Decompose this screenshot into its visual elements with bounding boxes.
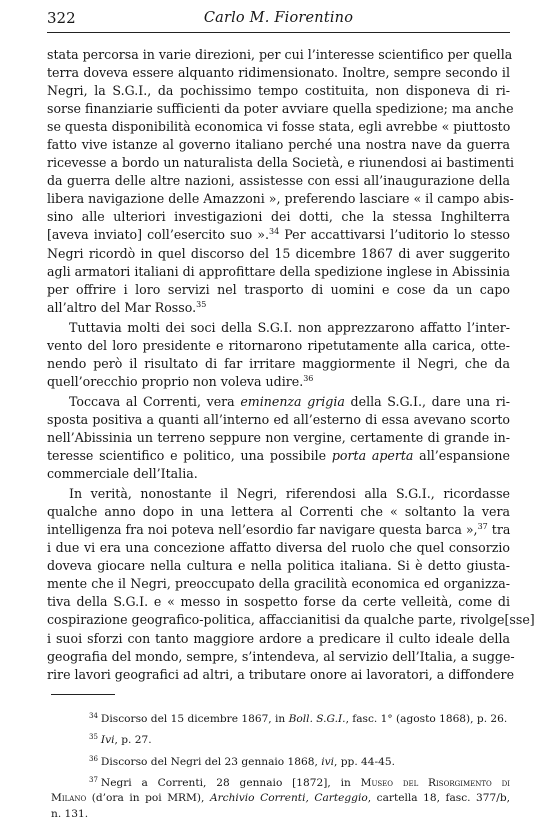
footnote-text: , cartella 18, fasc. 377/b, xyxy=(367,792,510,805)
footnote-text: (d’ora in poi MRM), xyxy=(86,792,210,805)
footnote-italic: Boll. S.G.I. xyxy=(288,713,346,725)
paragraph-3 xyxy=(47,393,510,483)
text-line: sposta positiva a quanti all’interno ed all’esterno di essa avevano scorto xyxy=(47,411,510,427)
text-line xyxy=(47,373,510,391)
text-run: intelligenza fra noi poteva nell’esordio far navigare questa barca », xyxy=(47,522,478,538)
text-line xyxy=(47,299,510,317)
body-text xyxy=(47,46,535,684)
footnote-text: Negri a Correnti, 28 gennaio [1872], in xyxy=(100,777,361,790)
text-line: libera navigazione delle Amazzoni », preferendo lasciare « il campo abis- xyxy=(47,191,514,207)
footnote-ref-34[interactable]: 34 xyxy=(268,227,280,237)
text-line xyxy=(47,521,510,539)
footnote-text: , p. 27. xyxy=(114,734,152,747)
text-line xyxy=(47,447,510,465)
text-line: per offrire i loro servizi nel trasporto di uomini e cose da un capo xyxy=(47,281,510,297)
text-line: cospirazione geografico-politica, affaccianitisi da qualche parte, rivolge[sse] xyxy=(47,612,535,628)
footnote-37-line-2 xyxy=(51,791,510,806)
footnote-smallcaps: Museo del Risorgimento di xyxy=(360,777,510,790)
page-number: 322 xyxy=(47,9,76,27)
text-run: Per accattivarsi l’uditorio lo stesso xyxy=(279,227,510,243)
footnotes xyxy=(51,712,510,828)
text-run: tra xyxy=(487,522,511,538)
text-run: all’espansione xyxy=(413,448,510,464)
footnote-separator xyxy=(51,694,115,695)
text-run: Toccava al Correnti, vera xyxy=(69,393,241,409)
text-line: agli armatori italiani di approfittare della spedizione inglese in Abissinia xyxy=(47,263,510,279)
footnote-number: 34 xyxy=(89,712,98,720)
italic-run: eminenza grigia xyxy=(240,393,345,409)
text-line xyxy=(47,393,510,411)
text-line: mente che il Negri, preoccupato della gracilità economica ed organizza- xyxy=(47,576,510,592)
text-line: vento del loro presidente e ritornarono ripetutamente alla carica, otte- xyxy=(47,337,510,353)
paragraph-4 xyxy=(47,485,535,684)
text-line: doveva giocare nella cultura e nella politica italiana. Si è detto giusta- xyxy=(47,558,510,574)
footnote-35 xyxy=(51,733,510,748)
text-line: sino alle ulteriori investigazioni dei dotti, che la stessa Inghilterra xyxy=(47,209,510,225)
text-line: geografia del mondo, sempre, s’intendeva, al servizio dell’Italia, a sugge- xyxy=(47,648,515,664)
text-run: all’altro del Mar Rosso. xyxy=(47,299,197,315)
footnote-number: 35 xyxy=(89,733,98,742)
footnote-text: , pp. 44-45. xyxy=(334,755,395,768)
text-line: ricevesse a bordo un naturalista della Società, e riunendosi ai bastimenti xyxy=(47,155,515,171)
text-line: stata percorsa in varie direzioni, per cui l’interesse scientifico per quella xyxy=(47,47,513,62)
footnote-ref-36[interactable]: 36 xyxy=(303,373,314,383)
footnote-italic: Archivio Correnti, Carteggio xyxy=(209,792,368,805)
text-run: quell’orecchio proprio non voleva udire. xyxy=(47,373,304,389)
text-line: nell’Abissinia un terreno seppure non vergine, certamente di grande in- xyxy=(47,429,510,445)
footnote-text: Discorso del Negri del 23 gennaio 1868, xyxy=(100,755,322,768)
text-line: se questa disponibilità economica vi fosse stata, egli avrebbe « piuttosto xyxy=(47,119,511,135)
footnote-smallcaps: Milano xyxy=(51,792,87,805)
text-line: i due vi era una concezione affatto diversa del ruolo che quel consorzio xyxy=(47,540,510,556)
footnote-ref-35[interactable]: 35 xyxy=(196,299,207,309)
footnote-ref-37[interactable]: 37 xyxy=(477,522,488,532)
text-line: tiva della S.G.I. e « messo in sospetto forse da certe velleità, come di xyxy=(47,594,510,610)
text-run: teresse scientifico e politico, una possibile xyxy=(47,448,332,464)
footnote-number: 36 xyxy=(89,754,98,763)
text-line: commerciale dell’Italia. xyxy=(47,466,198,482)
text-line: nendo però il risultato di far irritare maggiormente il Negri, che da xyxy=(47,355,510,371)
text-line: qualche anno dopo in una lettera al Correnti che « soltanto la vera xyxy=(47,504,510,520)
paragraph-1 xyxy=(47,46,515,317)
text-line: da guerra delle altre nazioni, assistesse con essi all’inaugurazione della xyxy=(47,173,510,189)
footnote-37 xyxy=(51,776,510,791)
text-line: In verità, nonostante il Negri, riferendosi alla S.G.I., ricordasse xyxy=(69,486,510,502)
text-line: terra doveva essere alquanto ridimensionato. Inoltre, sempre secondo il xyxy=(47,65,510,81)
footnote-italic: ivi xyxy=(321,755,335,768)
running-head: Carlo M. Fiorentino xyxy=(203,10,354,26)
footnote-text: , fasc. 1° (agosto 1868), p. 26. xyxy=(345,713,508,725)
page-header xyxy=(47,6,510,33)
paragraph-2 xyxy=(47,319,510,391)
footnote-number: 37 xyxy=(89,776,98,785)
footnote-italic: Ivi xyxy=(100,734,115,747)
text-line: Negri ricordò in quel discorso del 15 dicembre 1867 di aver suggerito xyxy=(47,245,510,261)
text-line: i suoi sforzi con tanto maggiore ardore a predicare il culto ideale della xyxy=(47,630,510,646)
footnote-34 xyxy=(51,712,510,727)
text-run: [aveva inviato] coll’esercito suo ». xyxy=(47,227,269,243)
footnote-37-line-3: n. 131. xyxy=(51,807,89,820)
text-line: rire lavori geografici ad altri, a tributare onore ai lavoratori, a diffondere xyxy=(47,666,515,682)
text-line: fatto vive istanze al governo italiano perché una nostra nave da guerra xyxy=(47,137,510,153)
footnote-36 xyxy=(51,755,510,770)
text-line: Tuttavia molti dei soci della S.G.I. non apprezzarono affatto l’inter- xyxy=(69,319,510,335)
text-line: sorse finanziarie sufficienti da poter avviare quella spedizione; ma anche xyxy=(47,101,514,117)
text-line: Negri, la S.G.I., da pochissimo tempo costituita, non disponeva di ri- xyxy=(47,83,510,99)
text-line xyxy=(47,226,510,244)
text-run: della S.G.I., dare una ri- xyxy=(344,393,511,409)
footnote-text: Discorso del 15 dicembre 1867, in xyxy=(100,713,289,725)
italic-run: porta aperta xyxy=(331,448,414,464)
